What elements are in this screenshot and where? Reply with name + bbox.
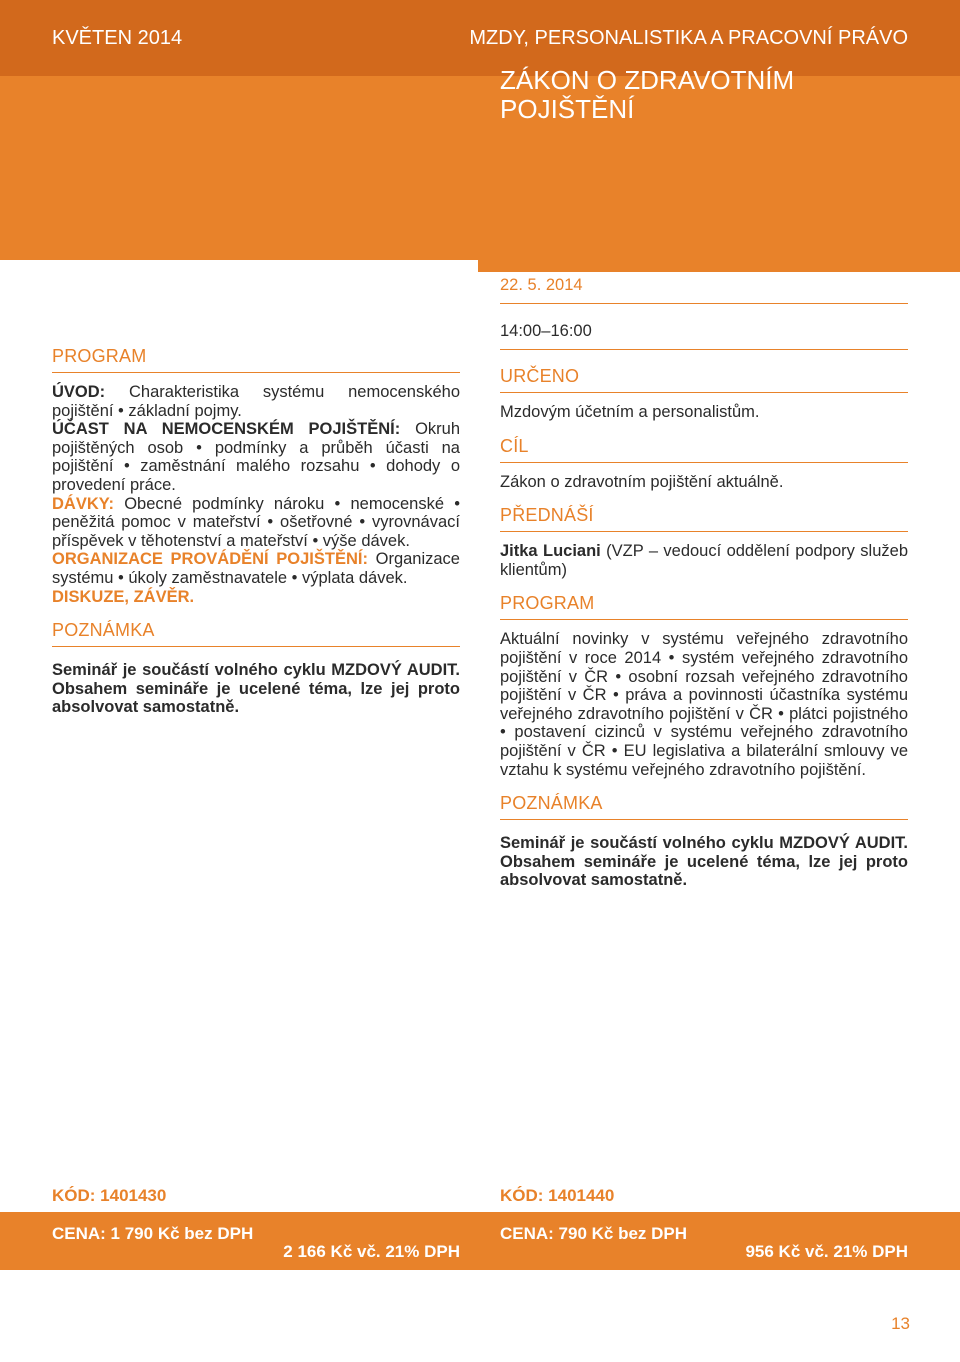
header-banner [0,0,960,260]
section-title: MZDY, PERSONALISTIKA A PRACOVNÍ PRÁVO [469,27,908,49]
seminar-time: 14:00–16:00 [500,322,908,350]
issue-date: KVĚTEN 2014 [52,27,183,49]
program-item-text: Obecné podmínky nároku • nemocenské • peněžitá pomoc v mateřství • ošetřovné • vyrovnávací příspěvek v těhotenství a mateřství • výše dávek. [52,494,460,550]
program-item-text: Charakteristika systému nemocenského pojištění • základní pojmy. [52,383,461,420]
program-heading-right: PROGRAM [500,593,908,620]
program-item-label: DISKUZE, ZÁVĚR. [52,587,195,606]
lecturer-heading: PŘEDNÁŠÍ [500,505,908,532]
program-item [52,495,460,551]
goal-text: Zákon o zdravotním pojištění aktuálně. [500,472,784,491]
goal-heading: CÍL [500,436,908,463]
program-item-text: Organizace systému • úkoly zaměstnavatele • výplata dávek. [52,550,460,587]
program-item [52,550,460,587]
page-number: 13 [891,1314,910,1333]
program-item-label: ÚČAST NA NEMOCENSKÉM POJIŠTĚNÍ: [52,420,401,439]
intended-heading: URČENO [500,366,908,393]
lecturer-name: Jitka Luciani [500,542,601,561]
program-heading-left: PROGRAM [52,346,460,373]
price-right-vat: 956 Kč vč. 21% DPH [745,1242,908,1261]
price-left: CENA: 1 790 Kč bez DPH [52,1224,254,1243]
lecturer-description: (VZP – vedoucí oddělení podpory služeb klientům) [500,542,908,579]
price-bar [0,1212,960,1270]
program-text-right: Aktuální novinky v systému veřejného zdravotního pojištění v roce 2014 • systém veřejného zdravotního pojištění v ČR • osobní rozsah veřejného zdravotního pojištění v ČR • práva a povinnosti účastníka systému veřejného zdravotního pojištění v ČR • plátci pojistného • postavení cizinců v systému veřejného zdravotního pojištění v ČR • EU legislativa a bilaterální smlouvy ve vztahu k systému veřejného zdravotního pojištění. [500,630,908,779]
course-code-left: KÓD: 1401430 [52,1186,167,1205]
course-title-line-2: POJIŠTĚNÍ [500,94,635,124]
program-item [52,383,460,420]
price-left-vat: 2 166 Kč vč. 21% DPH [283,1242,460,1261]
header-extension [478,260,960,272]
program-content-left [52,383,460,606]
left-column [52,346,460,717]
note-heading-left: POZNÁMKA [52,620,460,647]
price-right: CENA: 790 Kč bez DPH [500,1224,688,1243]
program-item-label: ÚVOD: [52,383,106,401]
intended-text: Mzdovým účetním a personalistům. [500,403,760,421]
right-column [500,276,908,890]
program-item-label: ORGANIZACE PROVÁDĚNÍ POJIŠTĚNÍ: [52,550,368,569]
seminar-date: 22. 5. 2014 [500,276,908,304]
note-text-right: Seminář je součástí volného cyklu MZDOVÝ AUDIT. Obsahem semináře je ucelené téma, lze jej proto absolvovat samostatně. [500,834,908,890]
course-title [500,66,880,124]
note-text-left: Seminář je součástí volného cyklu MZDOVÝ AUDIT. Obsahem semináře je ucelené téma, lze jej proto absolvovat samostatně. [52,661,460,717]
note-heading-right: POZNÁMKA [500,793,908,820]
program-item-text: Okruh pojištěných osob • podmínky a průběh účasti na pojištění • zaměstnání malého rozsahu • dohody o provedení práce. [52,420,460,494]
course-code-right: KÓD: 1401440 [500,1186,615,1205]
program-item-label: DÁVKY: [52,494,115,513]
program-item [52,588,460,607]
program-item [52,420,460,494]
course-title-line-1: ZÁKON O ZDRAVOTNÍM [500,65,795,95]
lecturer-info [500,542,908,579]
